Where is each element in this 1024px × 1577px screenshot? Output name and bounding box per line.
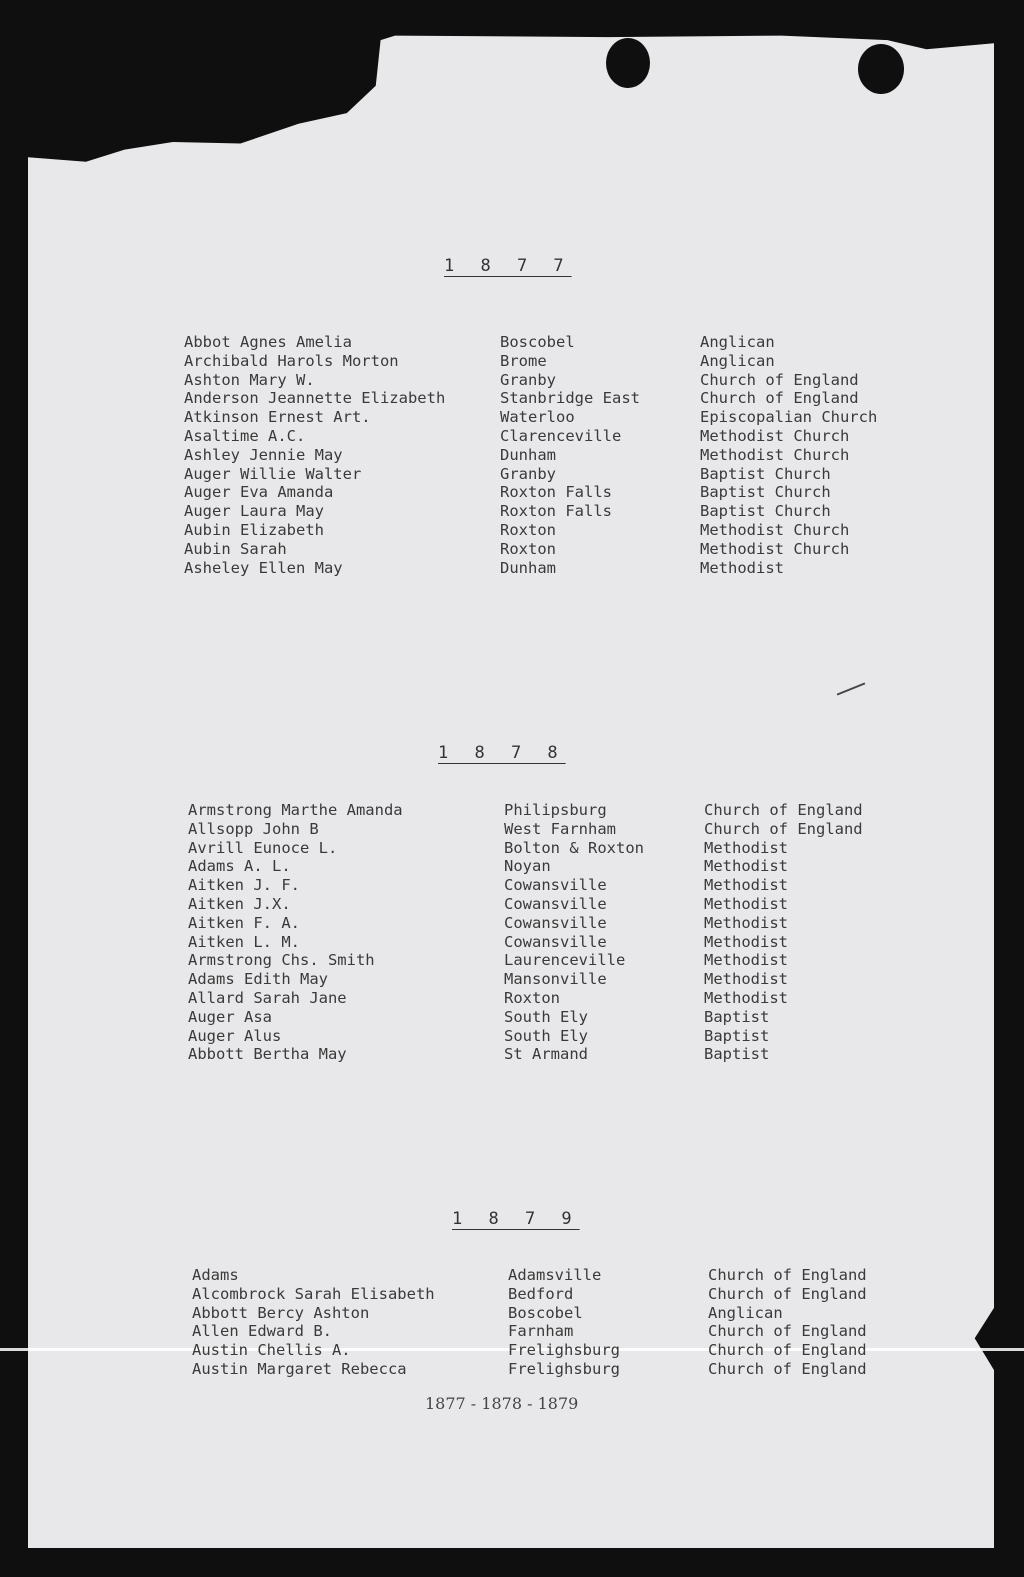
entry-name: Adams xyxy=(192,1266,239,1284)
entry-denomination: Baptist xyxy=(704,1007,770,1026)
entry-denomination: Church of England xyxy=(708,1284,867,1303)
entry-denomination: Methodist Church xyxy=(700,539,850,558)
year-heading-1877: 1 8 7 7 xyxy=(444,256,572,276)
entry-denomination: Baptist Church xyxy=(700,502,831,521)
entry-place: Granby xyxy=(500,464,556,483)
entry-place: Philipsburg xyxy=(504,801,607,819)
entry-place: Roxton Falls xyxy=(500,502,612,521)
entry-place: Mansonville xyxy=(504,970,607,989)
entry-name: Ashley Jennie May xyxy=(184,445,343,464)
entry-denomination: Methodist xyxy=(704,932,788,951)
entry-place: Dunham xyxy=(500,558,556,577)
entry-denomination: Episcopalian Church xyxy=(700,408,878,427)
entry-place: Laurenceville xyxy=(504,951,626,970)
entry-name: Auger Eva Amanda xyxy=(184,483,334,502)
entry-place: Clarenceville xyxy=(500,426,622,445)
entry-denomination: Baptist Church xyxy=(700,483,831,502)
entry-denomination: Methodist xyxy=(700,558,784,577)
entry-place: Cowansville xyxy=(504,913,607,932)
entry-name: Armstrong Chs. Smith xyxy=(188,951,375,970)
entry-place: Roxton xyxy=(500,520,556,539)
entry-denomination: Church of England xyxy=(708,1322,867,1341)
entry-place: South Ely xyxy=(504,1007,588,1026)
entry-denomination: Methodist xyxy=(704,970,788,989)
entry-place: Boscobel xyxy=(500,333,575,351)
entry-name: Allen Edward B. xyxy=(192,1322,332,1341)
entry-denomination: Methodist Church xyxy=(700,445,850,464)
entry-name: Austin Chellis A. xyxy=(192,1341,351,1360)
entry-place: Brome xyxy=(500,351,547,370)
entry-name: Abbott Bertha May xyxy=(188,1045,347,1064)
entry-place: West Farnham xyxy=(504,819,616,838)
entry-place: Frelighsburg xyxy=(508,1341,620,1360)
entry-name: Ashton Mary W. xyxy=(184,370,315,389)
entry-denomination: Methodist xyxy=(704,913,788,932)
entry-denomination: Baptist xyxy=(704,1045,770,1064)
entry-name: Asheley Ellen May xyxy=(184,558,343,577)
entry-name: Aitken J. F. xyxy=(188,876,300,895)
entry-name: Auger Willie Walter xyxy=(184,464,362,483)
entry-denomination: Baptist Church xyxy=(700,464,831,483)
entry-place: Boscobel xyxy=(508,1303,583,1322)
entry-denomination: Church of England xyxy=(704,801,863,819)
entry-denomination: Methodist xyxy=(704,894,788,913)
entry-place: St Armand xyxy=(504,1045,588,1064)
entry-name: Auger Asa xyxy=(188,1007,272,1026)
entry-name: Abbot Agnes Amelia xyxy=(184,333,352,351)
entry-place: Roxton xyxy=(500,539,556,558)
entry-denomination: Anglican xyxy=(708,1303,783,1322)
binder-hole-right xyxy=(858,44,904,94)
entry-name: Aitken F. A. xyxy=(188,913,300,932)
entry-place: Bolton & Roxton xyxy=(504,838,644,857)
entry-place: Farnham xyxy=(508,1322,574,1341)
entry-denomination: Methodist xyxy=(704,876,788,895)
entry-place: Granby xyxy=(500,370,556,389)
entry-denomination: Church of England xyxy=(704,819,863,838)
entry-name: Aubin Elizabeth xyxy=(184,520,324,539)
entry-place: Noyan xyxy=(504,857,551,876)
entry-place: South Ely xyxy=(504,1026,588,1045)
entry-name: Auger Alus xyxy=(188,1026,282,1045)
entry-name: Anderson Jeannette Elizabeth xyxy=(184,389,446,408)
entry-place: Frelighsburg xyxy=(508,1359,620,1378)
entry-place: Roxton Falls xyxy=(500,483,612,502)
binder-hole-left xyxy=(606,38,650,88)
entry-name: Avrill Eunoce L. xyxy=(188,838,338,857)
entry-place: Waterloo xyxy=(500,408,575,427)
entry-name: Asaltime A.C. xyxy=(184,426,306,445)
entry-place: Cowansville xyxy=(504,876,607,895)
entry-place: Bedford xyxy=(508,1284,574,1303)
entry-denomination: Methodist Church xyxy=(700,520,850,539)
entry-name: Allard Sarah Jane xyxy=(188,988,347,1007)
entry-name: Adams A. L. xyxy=(188,857,291,876)
entry-name: Aubin Sarah xyxy=(184,539,287,558)
entry-denomination: Methodist xyxy=(704,988,788,1007)
year-heading-1878: 1 8 7 8 xyxy=(438,743,566,763)
entry-name: Atkinson Ernest Art. xyxy=(184,408,371,427)
entry-place: Roxton xyxy=(504,988,560,1007)
entry-name: Allsopp John B xyxy=(188,819,319,838)
entry-denomination: Methodist xyxy=(704,951,788,970)
entry-name: Alcombrock Sarah Elisabeth xyxy=(192,1284,435,1303)
entry-denomination: Church of England xyxy=(700,370,859,389)
entry-denomination: Methodist Church xyxy=(700,426,850,445)
entry-denomination: Methodist xyxy=(704,857,788,876)
entry-denomination: Church of England xyxy=(700,389,859,408)
entry-denomination: Church of England xyxy=(708,1266,867,1284)
entry-name: Aitken L. M. xyxy=(188,932,300,951)
entry-place: Cowansville xyxy=(504,894,607,913)
entry-name: Armstrong Marthe Amanda xyxy=(188,801,403,819)
entry-place: Dunham xyxy=(500,445,556,464)
entry-denomination: Anglican xyxy=(700,351,775,370)
entry-denomination: Baptist xyxy=(704,1026,770,1045)
year-heading-1879: 1 8 7 9 xyxy=(452,1209,580,1229)
entry-name: Aitken J.X. xyxy=(188,894,291,913)
entry-name: Archibald Harols Morton xyxy=(184,351,399,370)
entry-denomination: Church of England xyxy=(708,1341,867,1360)
entry-denomination: Anglican xyxy=(700,333,775,351)
entry-name: Auger Laura May xyxy=(184,502,324,521)
entry-denomination: Church of England xyxy=(708,1359,867,1378)
entry-place: Adamsville xyxy=(508,1266,602,1284)
footer-year-range: 1877 - 1878 - 1879 xyxy=(425,1394,579,1413)
entry-denomination: Methodist xyxy=(704,838,788,857)
entry-name: Austin Margaret Rebecca xyxy=(192,1359,407,1378)
entry-place: Cowansville xyxy=(504,932,607,951)
entry-place: Stanbridge East xyxy=(500,389,640,408)
entry-name: Abbott Bercy Ashton xyxy=(192,1303,370,1322)
entry-name: Adams Edith May xyxy=(188,970,328,989)
